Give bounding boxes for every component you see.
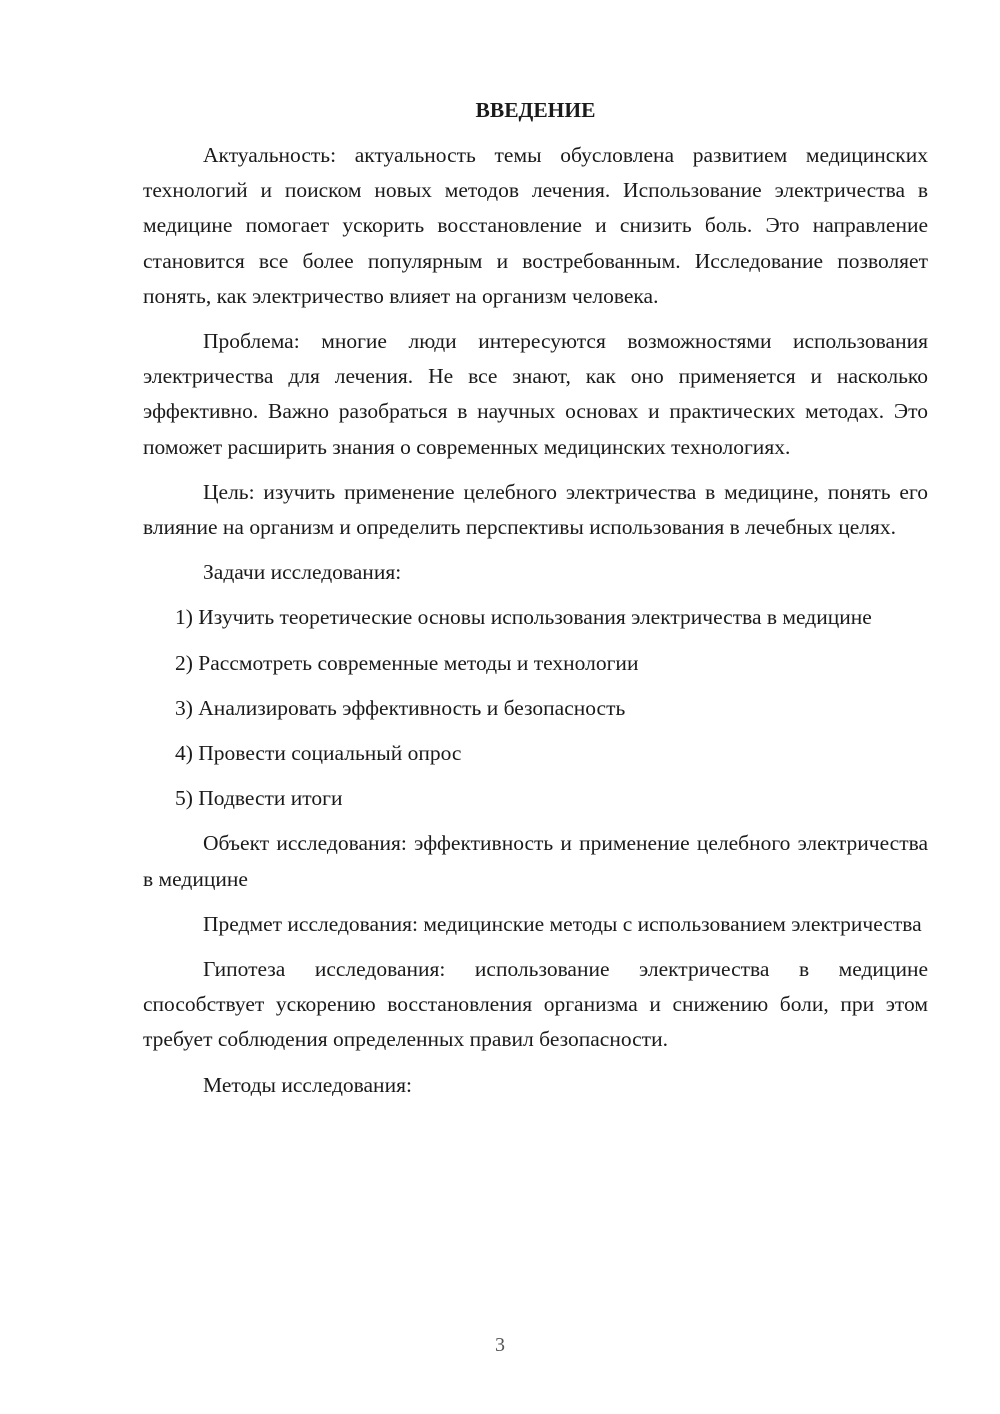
task-item-2: 2) Рассмотреть современные методы и технологии — [175, 650, 639, 675]
hypothesis-paragraph: Гипотеза исследования: использование электричества в медицине способствует ускорению восстановления организма и снижению боли, при этом требует соблюдения определенных правил безопасности. — [143, 957, 928, 1052]
page-number: 3 — [495, 1334, 505, 1356]
task-item-4: 4) Провести социальный опрос — [175, 741, 462, 766]
document-page — [143, 96, 928, 1113]
page-title: ВВЕДЕНИЕ — [475, 98, 596, 122]
task-item-3: 3) Анализировать эффективность и безопасность — [175, 695, 626, 720]
relevance-paragraph: Актуальность: актуальность темы обусловлена развитием медицинских технологий и поиском новых методов лечения. Использование электричества в медицине помогает ускорить восстановление и снизить боль. Это направление становится все более популярным и востребованным. Исследование позволяет понять, как электричество влияет на организм человека. — [143, 143, 928, 308]
tasks-heading: Задачи исследования: — [203, 560, 402, 585]
goal-paragraph: Цель: изучить применение целебного электричества в медицине, понять его влияние на организм и определить перспективы использования в лечебных целях. — [143, 479, 928, 540]
task-item-1: 1) Изучить теоретические основы использования электричества в медицине — [175, 605, 872, 630]
object-paragraph: Объект исследования: эффективность и применение целебного электричества в медицине — [143, 831, 928, 891]
problem-paragraph: Проблема: многие люди интересуются возможностями использования электричества для лечения. Не все знают, как оно применяется и насколько эффективно. Важно разобраться в научных основах и практических методах. Это поможет расширить знания о современных медицинских технологиях. — [143, 329, 928, 459]
task-item-5: 5) Подвести итоги — [175, 786, 343, 811]
methods-heading: Методы исследования: — [203, 1072, 412, 1097]
subject-paragraph: Предмет исследования: медицинские методы с использованием электричества — [203, 911, 922, 936]
